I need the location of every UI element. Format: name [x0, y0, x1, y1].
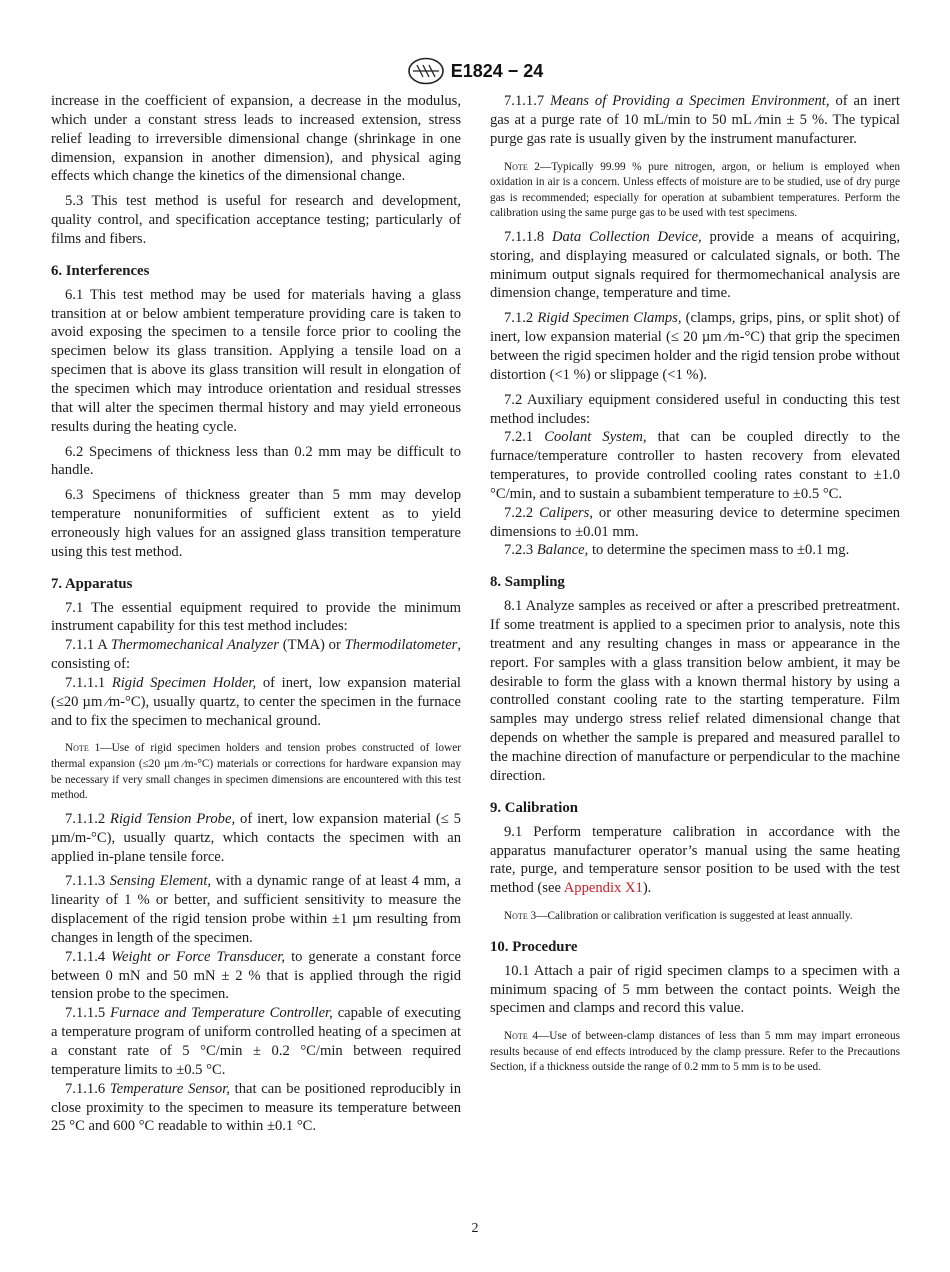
note-4: Note 4—Use of between-clamp distances of less than 5 mm may impart erroneous results because of end effects introduced by the clamp pressure. Refer to the Precautions Section, if a thickness outside the range of 0.2 mm to 5 mm is to be used.	[490, 1030, 900, 1074]
section-heading-sampling: 8. Sampling	[490, 574, 565, 591]
section-heading-procedure: 10. Procedure	[490, 938, 578, 955]
astm-logo-icon	[407, 57, 445, 85]
paragraph-8-1: 8.1 Analyze samples as received or after a prescribed pretreatment. If some treatment is applied to a specimen prior to analysis, note this treatment and any resulting changes in mass or appearance in the report. For samples with a glass transition below ambient, it may be desirable to form the glass with a known thermal history by using a controlled constant cooling rate to the starting temperature. Film samples may undergo stress relief related dimensional change that depends on whether the sample is prepared and measured parallel to the machine direction of manufacture or perpendicular to the machine direction.	[490, 598, 900, 784]
appendix-x1-link[interactable]: Appendix X1	[563, 880, 643, 897]
paragraph-7-1-1-7: 7.1.1.7 Means of Providing a Specimen Environment, of an inert gas at a purge rate of 10 mL/min to 50 mL ⁄min ± 5 %. The typical purge gas rate is usually given by the instrument manufacturer.	[490, 93, 900, 147]
paragraph-continuation: increase in the coefficient of expansion, a decrease in the modulus, which under a constant stress leads to increased extension, stress relief leading to irreversible dimensional change (shrinkage in one dimension, expansion in another dimension), and physical aging effects which change the kinetics of the dimensional change.	[51, 93, 461, 185]
paragraph-6-3: 6.3 Specimens of thickness greater than 5 mm may develop temperature nonuniformities of sufficient extent as to yield erroneously high values for an assigned glass transition temperature using this test method.	[51, 487, 461, 560]
paragraph-7-1-2: 7.1.2 Rigid Specimen Clamps, (clamps, grips, pins, or split shot) of inert, low expansion material (≤ 20 µm ⁄m-°C) that grip the specimen between the rigid specimen holder and the rigid tension probe without distortion (<1 %) or slippage (<1 %).	[490, 310, 900, 383]
paragraph-7-1-1-2: 7.1.1.2 Rigid Tension Probe, of inert, low expansion material (≤ 5 µm/m-°C), usually quartz, which contacts the specimen with an applied in-plane tensile force.	[51, 810, 461, 865]
paragraph-7-1-1-6: 7.1.1.6 Temperature Sensor, that can be positioned reproducibly in close proximity to the specimen to measure its temperature between 25 °C and 600 °C readable to within ±0.1 °C.	[51, 1080, 461, 1135]
paragraph-7-2-1: 7.2.1 Coolant System, that can be coupled directly to the furnace/temperature controller to hasten recovery from elevated temperatures, to provide controlled cooling rates constant to ±1.0 °C/min, and to sustain a subambient temperature to ±0.5 °C.	[490, 429, 901, 502]
paragraph-6-1: 6.1 This test method may be used for materials having a glass transition at or below ambient temperature providing care is taken to avoid exposing the specimen to a tensile force prior to cooling the specimen below its glass transition. Applying a tensile load on a specimen that is above its glass transition will result in elongation of the specimen which may introduce orientation and residual stresses that will alter the specimen thermal history and may yield erroneous results during the heating cycle.	[51, 286, 461, 435]
paragraph-7-2-3: 7.2.3 Balance, to determine the specimen mass to ±0.1 mg.	[504, 542, 850, 559]
paragraph-10-1: 10.1 Attach a pair of rigid specimen clamps to a specimen with a minimum spacing of 5 mm between the contact points. Weigh the specimen and clamps and record this value.	[490, 962, 900, 1017]
paragraph-7-1-1-3: 7.1.1.3 Sensing Element, with a dynamic range of at least 4 mm, a linearity of 1 % or better, and sufficient sensitivity to measure the displacement of the rigid tension probe within ±1 µm resulting from changes in length of the specimen.	[51, 873, 461, 946]
paragraph-7-1-1-5: 7.1.1.5 Furnace and Temperature Controller, capable of executing a temperature program of uniform controlled heating of a specimen at a constant rate of 5 °C/min ± 0.2 °C/min between required temperature limits to ±0.5 °C.	[51, 1005, 461, 1078]
paragraph-7-1-1-4: 7.1.1.4 Weight or Force Transducer, to generate a constant force between 0 mN and 50 mN ± 2 % that is applied through the rigid tension probe to the specimen.	[51, 948, 461, 1003]
page-number: 2	[471, 1221, 479, 1236]
paragraph-7-1: 7.1 The essential equipment required to provide the minimum instrument capability for this test method includes:	[51, 599, 461, 635]
note-2: Note 2—Typically 99.99 % pure nitrogen, argon, or helium is employed when oxidation in air is a concern. Unless effects of moisture are to be studied, use of dry purge gas is recommended; especially for operation at subambient temperatures. Perform the calibration using the same purge gas to be used with test specimens.	[490, 160, 900, 220]
section-heading-interferences: 6. Interferences	[51, 262, 150, 279]
left-column	[51, 92, 461, 1136]
section-heading-apparatus: 7. Apparatus	[51, 575, 133, 592]
paragraph-7-1-1-1: 7.1.1.1 Rigid Specimen Holder, of inert, low expansion material (≤20 µm ⁄m-°C), usually quartz, to center the specimen in the furnace and to fix the specimen to mechanical ground.	[51, 674, 461, 729]
right-column	[490, 92, 900, 1082]
standard-designation: E1824 − 24	[450, 60, 544, 81]
paragraph-9-1: 9.1 Perform temperature calibration in accordance with the apparatus manufacturer operator’s manual using the same heating rate, purge, and temperature sensor position to be used with the test method (see Appendix X1).	[490, 823, 900, 897]
paragraph-7-2-2: 7.2.2 Calipers, or other measuring device to determine specimen dimensions to ±0.01 mm.	[490, 504, 900, 540]
paragraph-7-1-1: 7.1.1 A Thermomechanical Analyzer (TMA) or Thermodilatometer, consisting of:	[51, 637, 462, 673]
paragraph-7-1-1-8: 7.1.1.8 Data Collection Device, provide a means of acquiring, storing, and displaying measured or calculated signals, or both. The minimum output signals required for thermomechanical analysis are dimension change, temperature and time.	[490, 228, 900, 302]
paragraph-7-2: 7.2 Auxiliary equipment considered useful in conducting this test method includes:	[490, 391, 900, 427]
note-3: Note 3—Calibration or calibration verification is suggested at least annually.	[504, 910, 853, 923]
paragraph-5-3: 5.3 This test method is useful for research and development, quality control, and specification acceptance testing; particularly of films and fibers.	[51, 193, 461, 247]
page-header	[0, 56, 950, 86]
note-1: Note 1—Use of rigid specimen holders and tension probes constructed of lower thermal expansion (≤20 µm ⁄m-°C) materials or corrections for hardware expansion may be necessary if very small changes in specimen dimensions are encountered with this test method.	[51, 742, 461, 802]
section-heading-calibration: 9. Calibration	[490, 799, 578, 816]
paragraph-6-2: 6.2 Specimens of thickness less than 0.2 mm may be difficult to handle.	[51, 443, 461, 479]
